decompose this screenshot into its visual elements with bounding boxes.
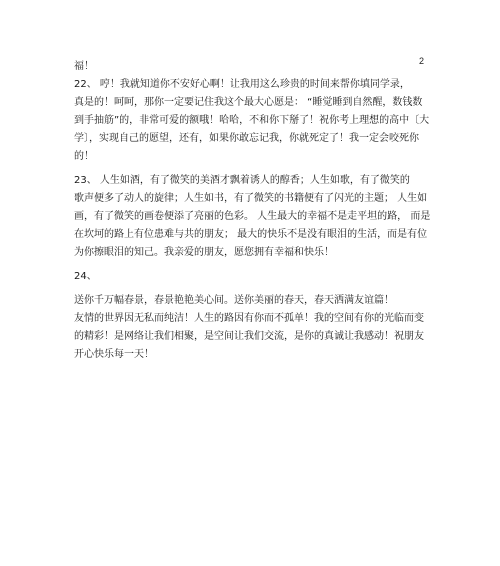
page-number: 2 <box>419 56 425 66</box>
text-line: 为你擦眼泪的知己。我亲爱的朋友，愿您拥有幸福和快乐！ <box>74 247 334 258</box>
text-line: 到手抽筋”的，非常可爱的额哦！哈哈，不和你下掰了！祝你考上理想的高中〔大 <box>74 115 430 126</box>
text-line: 画，有了微笑的画卷便添了亮丽的色彩。 人生最大的幸福不是走平坦的路， 而是 <box>74 211 431 222</box>
text-line: 送你千万幅春景，春景艳艳美心间。送你美丽的春天，春天洒满友谊篇！ <box>74 295 394 306</box>
text-line: 友情的世界因无私而纯洁！人生的路因有你而不孤单！我的空间有你的光临而变 <box>74 313 424 324</box>
text-line: 学〕，实现自己的愿望，还有，如果你敢忘记我，你就死定了！我一定会咬死你 <box>74 133 419 144</box>
text-line: 22、 哼！我就知道你不安好心啊！让我用这么珍贵的时间来帮你填同学录， <box>74 79 410 90</box>
text-line: 23、 人生如酒，有了微笑的美酒才飘着诱人的醇香；人生如歌，有了微笑的 <box>74 175 410 186</box>
text-line: 的！ <box>74 151 94 162</box>
text-line: 的精彩！是网络让我们相聚，是空间让我们交流，是你的真诚让我感动！祝朋友 <box>74 331 424 342</box>
text-line: 歌声便多了动人的旋律；人生如书，有了微笑的书籍便有了闪光的主题； 人生如 <box>74 193 428 204</box>
text-line: 在坎坷的路上有位患难与共的朋友； 最大的快乐不是没有眼泪的生活，而是有位 <box>74 229 428 240</box>
text-line: 真是的！呵呵，那你一定要记住我这个最大心愿是： “睡觉睡到自然醒，数钱数 <box>74 97 423 108</box>
text-line: 24、 <box>74 271 97 282</box>
text-line: 福！ <box>74 61 94 72</box>
text-line: 开心快乐每一天！ <box>74 349 154 360</box>
document-body <box>74 60 434 366</box>
